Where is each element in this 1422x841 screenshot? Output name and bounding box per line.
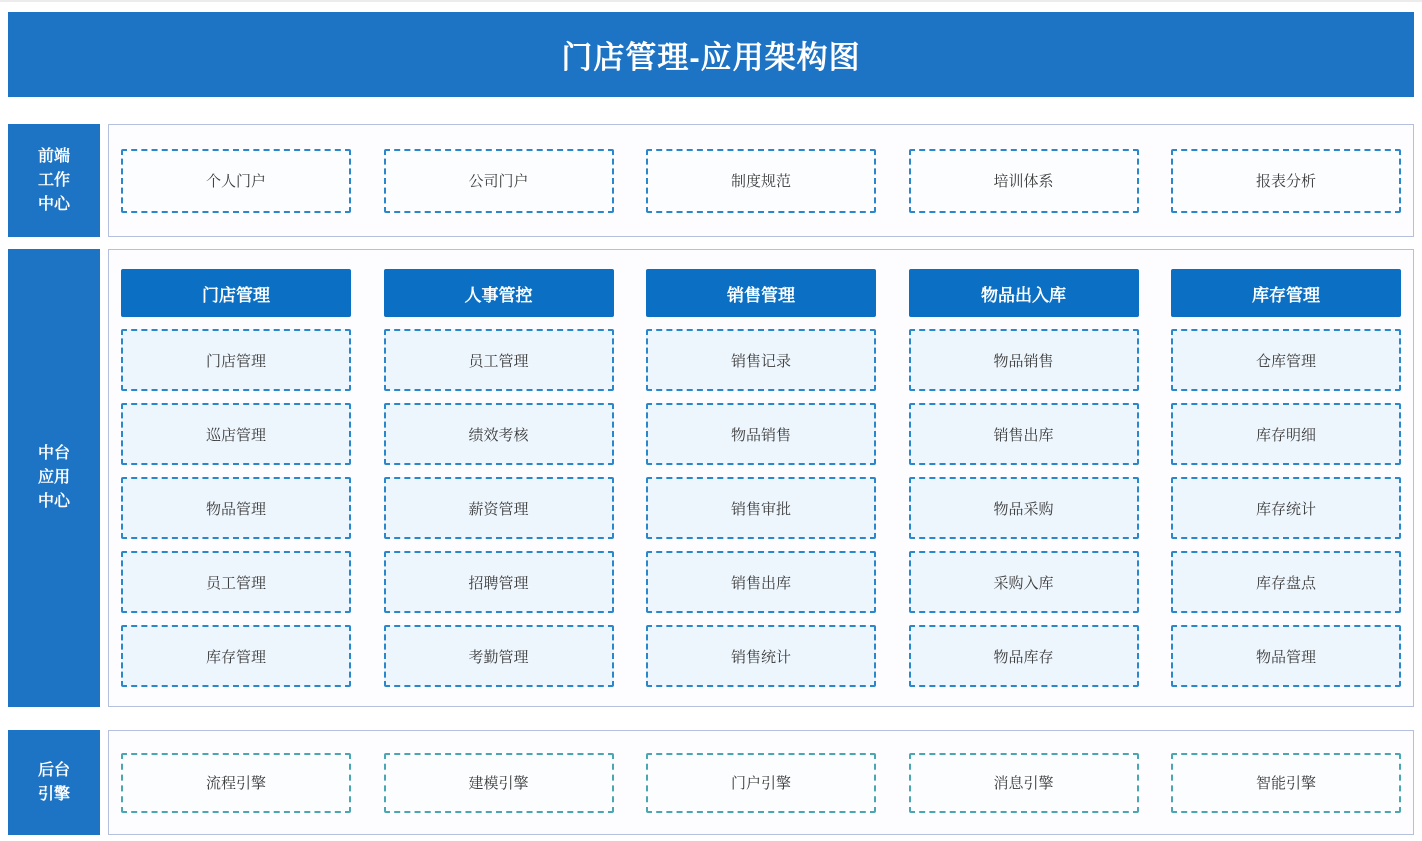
label-line: 引擎 <box>37 785 70 803</box>
section-frontend <box>8 124 1414 237</box>
module-cell: 销售审批 <box>646 477 876 539</box>
module-cell: 销售出库 <box>646 551 876 613</box>
module-cell: 库存明细 <box>1171 403 1401 465</box>
module-cell: 库存盘点 <box>1171 551 1401 613</box>
section-label-frontend <box>8 124 100 237</box>
column-header: 物品出入库 <box>909 269 1139 317</box>
column-header: 人事管控 <box>384 269 614 317</box>
section-label-backend <box>8 730 100 835</box>
backend-box: 门户引擎 <box>646 753 876 813</box>
frontend-box: 报表分析 <box>1171 149 1401 213</box>
backend-panel <box>108 730 1414 835</box>
module-cell: 仓库管理 <box>1171 329 1401 391</box>
module-cell: 采购入库 <box>909 551 1139 613</box>
module-cell: 销售统计 <box>646 625 876 687</box>
backend-box: 流程引擎 <box>121 753 351 813</box>
diagram-title-banner <box>8 12 1414 97</box>
label-line: 中心 <box>37 493 70 510</box>
module-cell: 巡店管理 <box>121 403 351 465</box>
module-column-sales <box>646 269 876 687</box>
module-cell: 销售出库 <box>909 403 1139 465</box>
module-column-inout <box>909 269 1139 687</box>
section-label-middle <box>8 249 100 707</box>
module-cell: 薪资管理 <box>384 477 614 539</box>
module-cell: 销售记录 <box>646 329 876 391</box>
module-column-hr <box>384 269 614 687</box>
module-cell: 考勤管理 <box>384 625 614 687</box>
module-cell: 库存统计 <box>1171 477 1401 539</box>
backend-box: 建模引擎 <box>384 753 614 813</box>
module-cell: 绩效考核 <box>384 403 614 465</box>
frontend-box: 培训体系 <box>909 149 1139 213</box>
label-line: 中台 <box>37 445 70 462</box>
module-cell: 物品库存 <box>909 625 1139 687</box>
backend-box: 消息引擎 <box>909 753 1139 813</box>
label-line: 前端 <box>37 147 70 165</box>
module-cell: 员工管理 <box>121 551 351 613</box>
module-cell: 招聘管理 <box>384 551 614 613</box>
module-column-inventory <box>1171 269 1401 687</box>
module-cell: 物品销售 <box>646 403 876 465</box>
label-line: 后台 <box>37 761 70 779</box>
frontend-box: 个人门户 <box>121 149 351 213</box>
frontend-panel <box>108 124 1414 237</box>
column-header: 销售管理 <box>646 269 876 317</box>
diagram-title: 门店管理-应用架构图 <box>561 40 861 75</box>
module-cell: 员工管理 <box>384 329 614 391</box>
section-middle <box>8 249 1414 707</box>
middle-panel <box>108 249 1414 707</box>
module-cell: 物品采购 <box>909 477 1139 539</box>
label-line: 中心 <box>37 195 70 213</box>
module-cell: 物品管理 <box>1171 625 1401 687</box>
column-header: 库存管理 <box>1171 269 1401 317</box>
column-header: 门店管理 <box>121 269 351 317</box>
label-line: 应用 <box>37 469 70 486</box>
frontend-box: 公司门户 <box>384 149 614 213</box>
module-cell: 门店管理 <box>121 329 351 391</box>
module-cell: 库存管理 <box>121 625 351 687</box>
module-cell: 物品管理 <box>121 477 351 539</box>
section-backend <box>8 730 1414 835</box>
module-column-store <box>121 269 351 687</box>
module-cell: 物品销售 <box>909 329 1139 391</box>
backend-box: 智能引擎 <box>1171 753 1401 813</box>
frontend-box: 制度规范 <box>646 149 876 213</box>
label-line: 工作 <box>37 171 70 189</box>
